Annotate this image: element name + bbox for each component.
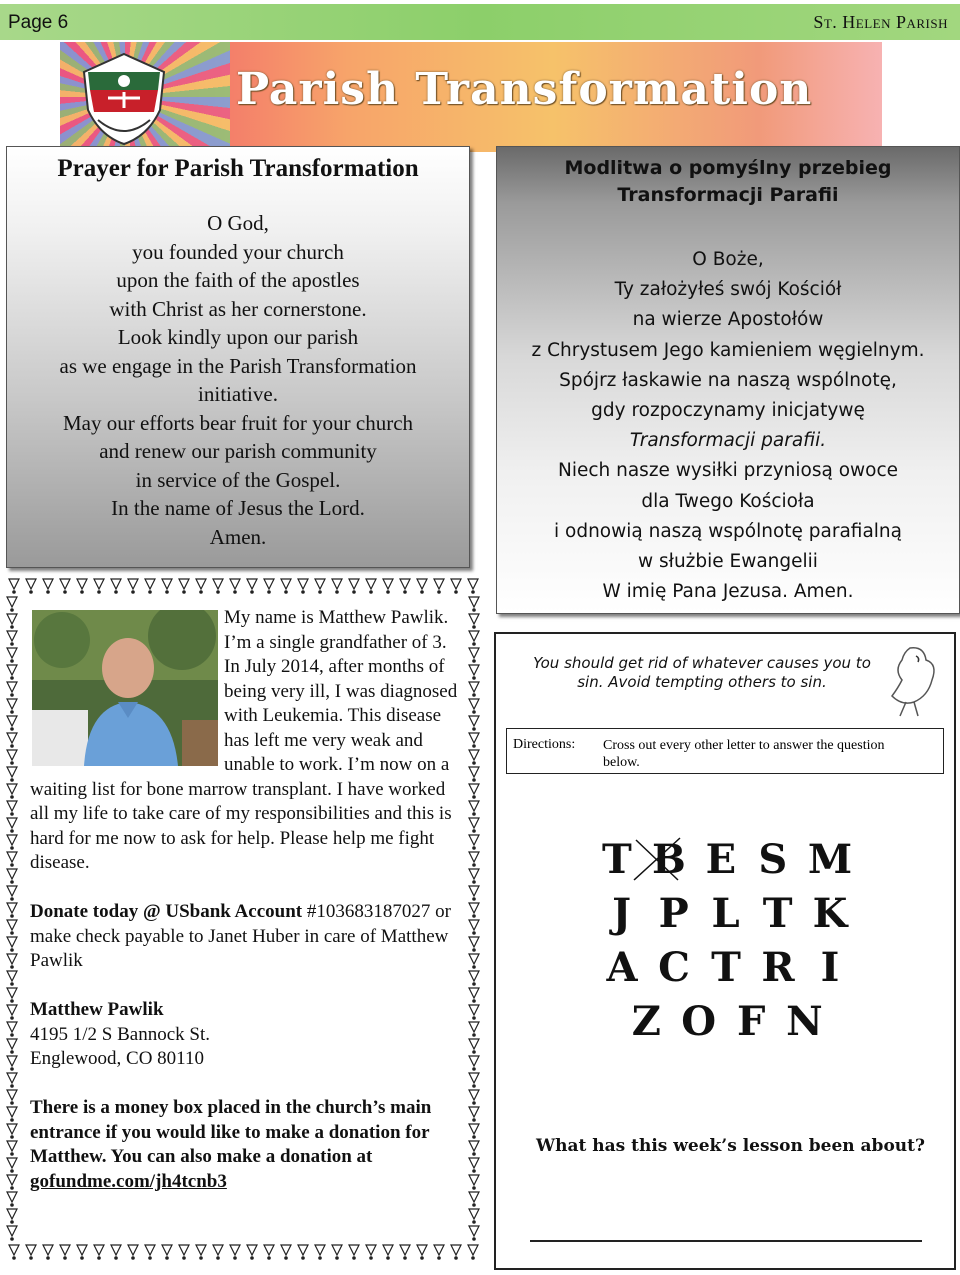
english-prayer-title: Prayer for Parish Transformation <box>57 155 419 182</box>
prayer-line: O Boże, <box>692 249 764 270</box>
page-header <box>0 4 960 40</box>
letter: F <box>736 998 766 1045</box>
letter: E <box>705 836 737 883</box>
letter: T <box>601 836 632 883</box>
parish-crest-logo <box>78 50 170 146</box>
answer-line[interactable] <box>530 1240 922 1242</box>
prayer-line: in service of the Gospel. <box>135 467 341 492</box>
letter-grid <box>546 836 906 1052</box>
address-line-2: Englewood, CO 80110 <box>30 1048 204 1069</box>
prayer-line: i odnowią naszą wspólnotę parafialną <box>554 520 902 542</box>
letter: Z <box>631 998 661 1045</box>
prayer-line: initiative. <box>198 382 278 406</box>
parish-name: St. Helen Parish <box>813 12 948 32</box>
letter: A <box>606 944 638 991</box>
prayer-line: Ty założyłeś swój Kościół <box>614 279 842 301</box>
recipient-name: Matthew Pawlik <box>30 999 164 1020</box>
letter-row <box>546 998 906 1052</box>
prayer-line: In the name of Jesus the Lord. <box>111 496 365 520</box>
prayer-line: dla Twego Kościoła <box>641 490 815 512</box>
cross-out-mark <box>630 834 684 884</box>
address-line-1: 4195 1/2 S Bannock St. <box>30 1023 210 1045</box>
prayer-line: na wierze Apostołów <box>632 309 824 331</box>
letter: P <box>658 890 689 937</box>
letter: S <box>758 836 788 883</box>
polish-title-line-1: Modlitwa o pomyślny przebieg <box>564 157 892 179</box>
prayer-line: as we engage in the Parish Transformation <box>59 353 417 378</box>
money-box-text: There is a money box placed in the church’s main entrance if you would like to make a donation for Matthew. You can also make a donation at <box>30 1097 432 1167</box>
story-text: My name is Matthew Pawlik. I’m a single grandfather of 3. In July 2014, after months of being very ill, I was diagnosed with Leukemia. This disease has left me very weak and unable to work. I’m now on a waiting list for bone marrow transplant. I have worked all my life to take care of my responsibilities and this is hard for me now to ask for help. Please help me fight disease. <box>30 607 458 873</box>
prayer-line: Niech nasze wysiłki przyniosą owoce <box>557 460 899 482</box>
prayer-line: Spójrz łaskawie na naszą wspólnotę, <box>559 369 897 391</box>
dove-sketch-icon <box>880 640 944 720</box>
prayer-line: Amen. <box>209 524 267 549</box>
donate-heading: Donate today @ USbank Account <box>30 901 303 922</box>
prayer-line: w służbie Ewangelii <box>638 551 818 573</box>
letter: T <box>711 944 741 991</box>
polish-prayer-box <box>496 146 960 614</box>
page-number: Page 6 <box>8 12 69 33</box>
prayer-line: with Christ as her cornerstone. <box>109 296 367 321</box>
directions-box <box>506 728 944 774</box>
puzzle-question: What has this week’s lesson been about? <box>536 1136 925 1156</box>
letter-row <box>546 836 906 890</box>
polish-title-line-2: Transformacji Parafii <box>617 184 839 206</box>
letter: I <box>820 944 840 991</box>
prayer-line: z Chrystusem Jego kamieniem węgielnym. <box>531 339 925 361</box>
letter: K <box>812 890 848 937</box>
prayer-line: gdy rozpoczynamy inicjatywę <box>591 400 865 422</box>
letter: J <box>612 890 632 937</box>
letter: N <box>786 998 823 1045</box>
prayer-line: Look kindly upon our parish <box>117 325 359 349</box>
donate-details: #103683187027 or make check payable to Janet Huber in care of Matthew Pawlik <box>30 901 451 971</box>
prayer-line: May our efforts bear fruit for your church <box>62 410 414 435</box>
english-prayer-box <box>6 146 470 568</box>
letter: L <box>711 890 740 937</box>
banner-title: Parish Transformation <box>236 64 813 115</box>
matthew-story <box>30 606 462 1194</box>
letter-row <box>546 890 906 944</box>
prayer-line: upon the faith of the apostles <box>116 268 360 292</box>
letter: C <box>658 944 690 991</box>
scripture-quote: You should get rid of whatever causes you to sin. Avoid tempting others to sin. <box>533 654 871 691</box>
letter: O <box>681 998 717 1045</box>
gofundme-link[interactable]: gofundme.com/jh4tcnb3 <box>30 1170 227 1192</box>
prayer-line: you founded your church <box>132 239 344 264</box>
letter: B <box>651 836 686 883</box>
prayer-line: W imię Pana Jezusa. Amen. <box>602 581 854 603</box>
directions-label: Directions: <box>513 737 576 752</box>
english-prayer-body <box>7 209 469 551</box>
polish-prayer-body <box>497 245 959 607</box>
prayer-line: and renew our parish community <box>99 439 377 463</box>
polish-prayer-title <box>497 155 959 209</box>
letter: M <box>807 836 853 883</box>
prayer-line: Transformacji parafii. <box>629 430 827 452</box>
directions-text: Cross out every other letter to answer the question below. <box>603 738 885 770</box>
letter-row <box>546 944 906 998</box>
prayer-line: O God, <box>207 211 269 235</box>
letter: T <box>762 890 793 937</box>
letter: R <box>761 944 795 991</box>
